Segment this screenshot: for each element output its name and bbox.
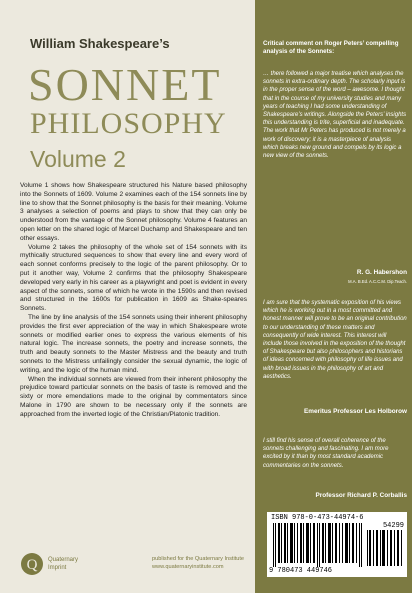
right-panel [255,0,412,593]
paragraph-3: The line by line analysis of the 154 sonnets using their inherent philosophy provides the first ever appreciation of the way in which Shakespeare wrote sonnets or modified earlier ones to express the various elements of his natural logic. The increase sonnets, the poetry and increase sonnets, the truth and beauty sonnets to the Master Mistress and the beauty and truth sonnets to the Mistress unfailingly consider the sexual dynamic, the logic of writing, and the logic of the human mind. [20,313,247,374]
isbn-barcode [267,512,407,577]
volume-label: Volume 2 [30,146,126,172]
barcode-digits: 9 780473 449746 [269,567,333,575]
quote-habershon: … there followed a major treatise which analyses the sonnets in extra-ordinary depth. The scholarly input is in the proper sense of the word – awesome. I thought that in the course of my university studies and many years of teaching I had some understanding of Shakespeare’s writings. Alongside the Peters’ insights this understanding is trite, superficial and inadequate. The work that Mr Peters has produced is not merely a work of discovery; it is a masterpiece of analysis which breaks new ground and compels by its logic a new view of the sonnets. [263,71,407,160]
quote-corballis: I still find his sense of overall coherence of the sonnets challenging and fascinating. I am more excited by it than by most standard academic commentaries on the sonnets. [263,438,389,469]
attribution-corballis: Professor Richard P. Corballis [315,492,407,499]
paragraph-1: Volume 1 shows how Shakespeare structured his Nature based philosophy into the Sonnets of 1609. Volume 2 examines each of the 154 sonnets line by line to show that the Sonnet philosophy is the basis for their meaning. Volume 3 analyses a selection of poems and plays to show that they can only be understood from the vantage of the Sonnet philosophy. Volume 4 features an open letter on the shared logic of Marcel Duchamp and Shakespeare and ten other essays. [20,182,247,242]
credentials-habershon: M.A. B.Ed. A.C.C.M. Dip.Teach. [348,279,407,284]
quote-holborow: I am sure that the systematic exposition of his views which he is working out in a most committed and honest manner will prove to be an original contribution to our understanding of these matters and consequently of wide interest. This interest will include those involved in the exposition of the thought of Shakespeare but also philosophers and historians of ideas concerned with philosophy of life issues and with broad issues in the philosophy of art and aesthetics. [263,300,407,380]
quaternary-logo-icon [20,552,44,576]
barcode-bars-icon [273,523,363,567]
author-heading: William Shakespeare’s [30,36,170,51]
description-body [20,182,247,420]
publisher-info-line1: published for the Quaternary Institute [152,556,245,562]
attribution-habershon: R. G. Habershon [356,269,407,276]
critical-comment-heading: Critical comment on Roger Peters’ compelling analysis of the Sonnets: [263,40,399,56]
price-barcode-icon [367,530,404,566]
isbn-number: ISBN 978-0-473-44974-6 [271,514,364,522]
title-sonnet: SONNET [28,59,222,110]
price-code: 54299 [382,522,404,530]
publisher-name-line2: Imprint [48,565,67,571]
title-philosophy: PHILOSOPHY [30,107,227,140]
publisher-info [152,555,252,571]
logo-letter: Q [26,557,38,573]
publisher-name [48,556,78,572]
publisher-name-line1: Quaternary [48,557,79,563]
publisher-website: www.quaternaryinstitute.com [152,564,224,570]
paragraph-2: Volume 2 takes the philosophy of the whole set of 154 sonnets with its mythically structured sequences to show that every line and every word of each sonnet conforms precisely to the logic of the parent philosophy. Or to put it another way, Volume 2 confirms that the philosophy Shakespeare developed very early in his career as a playwright and poet is evident in every aspect of the sonnets, some of which he wrote in the 1590s and then revised and structured in the 1600s for publication in 1609 as Shake-speares Sonnets. [20,243,247,313]
attribution-holborow: Emeritus Professor Les Holborow [304,408,407,415]
paragraph-4: When the individual sonnets are viewed from their inherent philosophy the prejudice toward particular sonnets on the basis of taste is removed and the sixty or more emendations made to the original by commentators since Malone in 1790 are shown to be necessary only if the sonnets are approached from the inverted logic of the Christian/Platonic tradition. [20,375,247,418]
